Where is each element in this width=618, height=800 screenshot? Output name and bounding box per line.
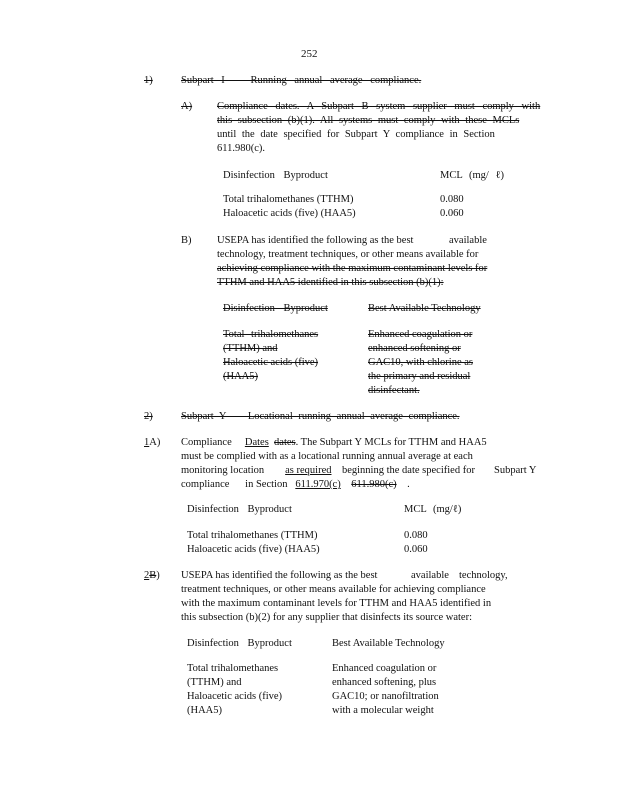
table-1b-right-5: disinfectant. (368, 385, 420, 396)
table-2-2-right-3: GAC10; or nanofiltration (332, 691, 439, 702)
deleted-section-ref: 611.980(c) (351, 479, 397, 490)
subsection-1b-line-1b: available (449, 235, 487, 246)
deleted-dates: dates (274, 437, 296, 448)
subsection-2-2-line-1c: technology, (459, 570, 508, 581)
subsection-2-1-line-1 (181, 436, 487, 449)
table-2-2-left-2: (TTHM) and (187, 677, 242, 688)
subsection-1a-line-3: until the date specified for Subpart Y compliance in Section (217, 129, 495, 140)
inserted-dates: Dates (244, 437, 269, 448)
table-1a-header-byproduct: Disinfection Byproduct (223, 170, 328, 181)
subsection-1a-line-1: Compliance dates. A Subpart B system supplier must comply with (217, 101, 541, 112)
table-2-2-left-1: Total trihalomethanes (187, 663, 279, 674)
table-1a-row-1-name: Total trihalomethanes (TTHM) (223, 194, 354, 205)
subsection-1b-label: B) (181, 235, 192, 246)
subsection-1b-line-2: technology, treatment techniques, or other means available for (217, 249, 479, 260)
table-1b-header-technology: Best Available Technology (368, 303, 481, 314)
subsection-2-1-line-3 (181, 464, 475, 477)
table-1b-left-3: Haloacetic acids (five) (223, 357, 319, 368)
subsection-1a-line-2: this subsection (b)(1). All systems must comply with these MCLs (217, 115, 520, 126)
label-original: A) (149, 437, 161, 448)
page-number: 252 (301, 48, 318, 60)
table-1a-header-mcl: MCL (mg/ ℓ) (440, 170, 504, 181)
text-compliance: Compliance (181, 437, 232, 448)
text-mcls: . The Subpart Y MCLs for TTHM and HAA5 (295, 437, 487, 448)
subsection-2-1-line-3-end: Subpart Y (494, 465, 537, 476)
section-2-number: 2) (144, 411, 153, 422)
subsection-2-1-line-2: must be complied with as a locational running annual average at each (181, 451, 473, 462)
section-2-heading: Subpart Y — Locational running annual average compliance. (181, 411, 460, 422)
table-2-2-left-3: Haloacetic acids (five) (187, 691, 283, 702)
subsection-2-2-line-4: this subsection (b)(2) for any supplier that disinfects its source water: (181, 612, 473, 623)
table-2-2-right-1: Enhanced coagulation or (332, 663, 437, 674)
table-1a-row-2-name: Haloacetic acids (five) (HAA5) (223, 208, 356, 219)
table-2-2-right-2: enhanced softening, plus (332, 677, 437, 688)
table-2-1-row-2-name: Haloacetic acids (five) (HAA5) (187, 544, 320, 555)
text-period: . (407, 479, 410, 490)
subsection-1a-line-4: 611.980(c). (217, 143, 266, 154)
subsection-2-2-line-1b: available (411, 570, 449, 581)
table-2-1-row-2-mcl: 0.060 (404, 544, 428, 555)
table-1b-right-2: enhanced softening or (368, 343, 461, 354)
table-1b-header-byproduct: Disinfection Byproduct (223, 303, 328, 314)
table-2-1-header-mcl: MCL (mg/ℓ) (404, 504, 462, 515)
text-beginning: beginning the date specified for (341, 465, 475, 476)
table-1b-right-3: GAC10, with chlorine as (368, 357, 473, 368)
subsection-1b-line-1a: USEPA has identified the following as the best (217, 235, 414, 246)
table-1b-left-1: Total trihalomethanes (223, 329, 319, 340)
label-inserted-number: 1 (144, 437, 150, 448)
table-2-2-left-4: (HAA5) (187, 705, 222, 716)
table-2-1-header-byproduct: Disinfection Byproduct (187, 504, 292, 515)
subsection-2-2-label (144, 569, 160, 582)
section-1-number: 1) (144, 75, 153, 86)
section-1-heading: Subpart I — Running annual average compliance. (181, 75, 422, 86)
subsection-2-2-line-1a: USEPA has identified the following as the best (181, 570, 378, 581)
text-in-section: in Section (245, 479, 288, 490)
subsection-2-1-label (144, 436, 160, 449)
table-2-1-row-1-mcl: 0.080 (404, 530, 428, 541)
table-1b-right-4: the primary and residual (368, 371, 471, 382)
subsection-1b-line-3: achieving compliance with the maximum contaminant levels for (217, 263, 488, 274)
table-2-2-header-byproduct: Disinfection Byproduct (187, 638, 292, 649)
subsection-2-2-line-3: with the maximum contaminant levels for TTHM and HAA5 identified in (181, 598, 492, 609)
table-2-2-right-4: with a molecular weight (332, 705, 434, 716)
table-1a-row-2-mcl: 0.060 (440, 208, 464, 219)
text-compliance-2: compliance (181, 479, 230, 490)
subsection-1b-line-4: TTHM and HAA5 identified in this subsection (b)(1): (217, 277, 444, 288)
label-inserted-number: 2 (144, 570, 150, 581)
table-2-1-row-1-name: Total trihalomethanes (TTHM) (187, 530, 318, 541)
label-deleted-letter: B (149, 570, 157, 581)
subsection-2-1-line-4 (181, 478, 410, 491)
table-1b-left-2: (TTHM) and (223, 343, 278, 354)
subsection-1a-label: A) (181, 101, 193, 112)
table-1a-row-1-mcl: 0.080 (440, 194, 464, 205)
table-1b-right-1: Enhanced coagulation or (368, 329, 473, 340)
table-1b-left-4: (HAA5) (223, 371, 258, 382)
subsection-2-2-line-2: treatment techniques, or other means available for achieving compliance (181, 584, 486, 595)
label-paren: ) (156, 570, 160, 581)
text-monitoring-location: monitoring location (181, 465, 265, 476)
inserted-section-ref: 611.970(c) (295, 479, 341, 490)
table-2-2-header-technology: Best Available Technology (332, 638, 445, 649)
inserted-as-required: as required (285, 465, 332, 476)
